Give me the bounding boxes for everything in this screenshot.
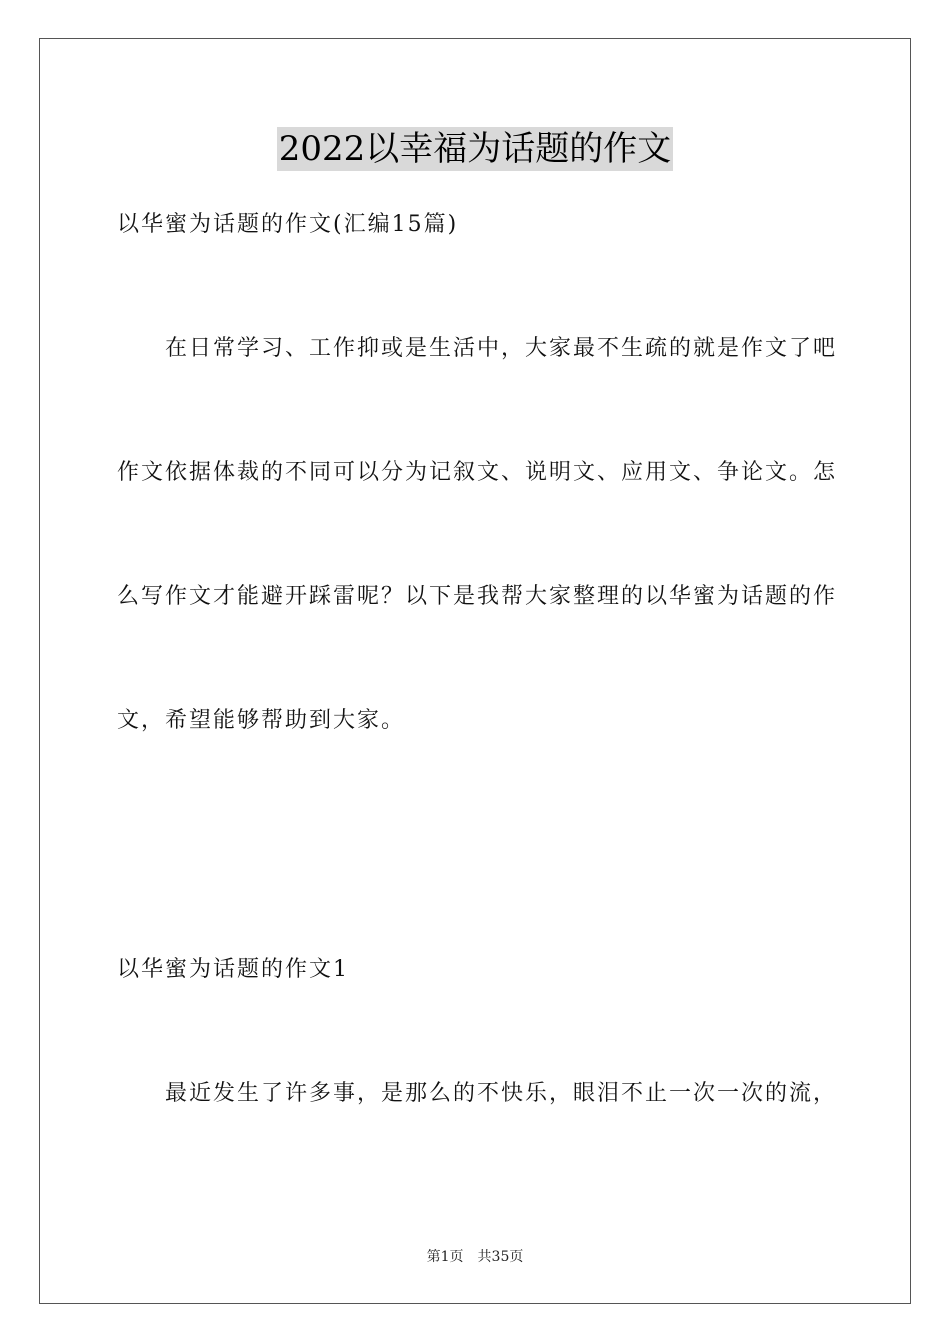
section-paragraph-line: 最近发生了许多事，是那么的不快乐，眼泪不止一次一次的流， [165,1081,838,1106]
document-subtitle: 以华蜜为话题的作文(汇编15篇) [117,212,459,237]
intro-line-3: 么写作文才能避开踩雷呢？以下是我帮大家整理的以华蜜为话题的作 [117,584,838,609]
document-title [0,127,950,171]
section-heading: 以华蜜为话题的作文1 [117,957,349,982]
intro-line-4: 文，希望能够帮助到大家。 [117,708,406,733]
page-footer: 第1页 共35页 [426,1249,524,1265]
intro-line-1: 在日常学习、工作抑或是生活中，大家最不生疏的就是作文了吧 [165,336,838,361]
document-title-text: 2022以幸福为话题的作文 [278,129,672,169]
intro-line-2: 作文依据体裁的不同可以分为记叙文、说明文、应用文、争论文。怎 [117,460,838,485]
